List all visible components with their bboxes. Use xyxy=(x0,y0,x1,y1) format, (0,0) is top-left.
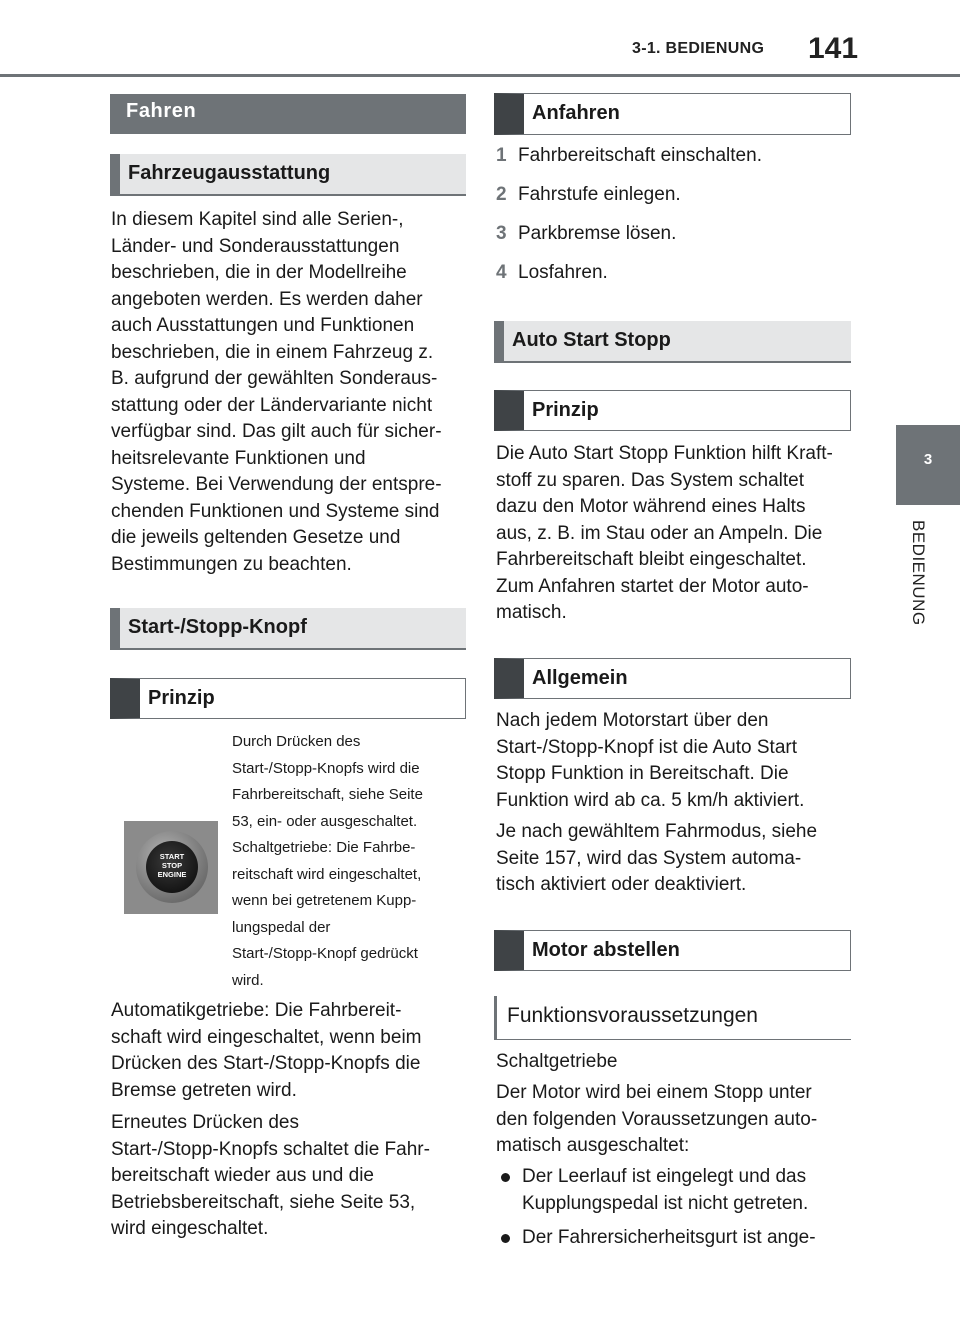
list-item: Der Fahrersicherheitsgurt ist ange- xyxy=(496,1225,856,1252)
chapter-tab-label: BEDIENUNG xyxy=(909,520,928,626)
header-rule xyxy=(0,74,960,77)
step-3: 3 Parkbremse lösen. xyxy=(496,223,677,244)
steps-anfahren xyxy=(496,143,856,286)
caption-prinzip: Durch Drücken des Start-/Stopp-Knopfs wird die Fahrbereitschaft, siehe Seite 53, ein- oder ausgeschaltet. Schaltgetriebe: Die Fahrbe- reitschaft wird eingeschaltet, wenn bei getretenem Kupp- lungspedal der Start-/Stopp-Knopf gedrückt wird. xyxy=(232,733,423,989)
step-4: 4 Losfahren. xyxy=(496,262,608,283)
step-2: 2 Fahrstufe einlegen. xyxy=(496,184,681,205)
heading-anfahren: Anfahren xyxy=(494,93,851,135)
paragraph-erneutes-druecken: Erneutes Drücken des Start-/Stopp-Knopfs schaltet die Fahr- bereitschaft wieder aus und die Betriebsbereitschaft, siehe Seite 53, wird eingeschaltet. xyxy=(111,1112,430,1239)
heading-prinzip-left: Prinzip xyxy=(110,678,466,719)
heading-allgemein: Allgemein xyxy=(494,658,851,699)
paragraph-auto-start-stopp: Die Auto Start Stopp Funktion hilft Kraft- stoff zu sparen. Das System schaltet dazu den Motor während eines Halts aus, z. B. im Stau oder an Ampeln. Die Fahrbereitschaft bleibt eingeschaltet. Zum Anfahren startet der Motor auto- matisch. xyxy=(496,443,833,623)
paragraph-automatikgetriebe: Automatikgetriebe: Die Fahrbereit- schaft wird eingeschaltet, wenn beim Drücken des Start-/Stopp-Knopfs die Bremse getreten wird. xyxy=(111,1000,422,1101)
label-schaltgetriebe: Schaltgetriebe xyxy=(496,1051,618,1072)
heading-prinzip-right: Prinzip xyxy=(494,390,851,431)
step-1: 1 Fahrbereitschaft einschalten. xyxy=(496,145,762,166)
chapter-tab-number: 3 xyxy=(896,425,960,505)
heading-fahren: Fahren xyxy=(110,94,466,134)
running-header-section: 3-1. BEDIENUNG xyxy=(632,40,765,57)
list-item: Der Leerlauf ist eingelegt und das Kupplungspedal ist nicht getreten. xyxy=(496,1164,856,1217)
heading-motor-abstellen: Motor abstellen xyxy=(494,930,851,971)
paragraph-motor-abstellen: Der Motor wird bei einem Stopp unter den folgenden Voraussetzungen auto- matisch ausgeschaltet: xyxy=(496,1082,818,1156)
heading-fahrzeugausstattung: Fahrzeugausstattung xyxy=(110,154,466,196)
page-number: 141 xyxy=(808,32,859,65)
paragraph-ausstattung: In diesem Kapitel sind alle Serien-, Länder- und Sonderausstattungen beschrieben, die in der Modellreihe angeboten werden. Es werden daher auch Ausstattungen und Funktionen beschrieben, die in einem Fahrzeug z. B. aufgrund der gewählten Sonderaus- stattung oder der Ländervariante nicht verfügbar sind. Das gilt auch für sicher- heitsrelevante Funktionen und Systeme. Bei Verwendung der entspre- chenden Funktionen und Systeme sind die jeweils geltenden Gesetze und Bestimmungen zu beachten. xyxy=(111,209,442,575)
paragraph-allgemein-2: Je nach gewähltem Fahrmodus, siehe Seite 157, wird das System automa- tisch aktiviert oder deaktiviert. xyxy=(496,821,818,895)
paragraph-allgemein-1: Nach jedem Motorstart über den Start-/Stopp-Knopf ist die Auto Start Stopp Funktion in Bereitschaft. Die Funktion wird ab ca. 5 km/h aktiviert. xyxy=(496,710,805,811)
start-stop-button-image: START STOP ENGINE xyxy=(124,821,218,914)
heading-start-stopp-knopf: Start-/Stopp-Knopf xyxy=(110,608,466,650)
heading-auto-start-stopp: Auto Start Stopp xyxy=(494,321,851,363)
bullet-list-voraussetzungen xyxy=(496,1164,856,1252)
heading-funktionsvoraussetzungen: Funktionsvoraussetzungen xyxy=(494,996,851,1040)
